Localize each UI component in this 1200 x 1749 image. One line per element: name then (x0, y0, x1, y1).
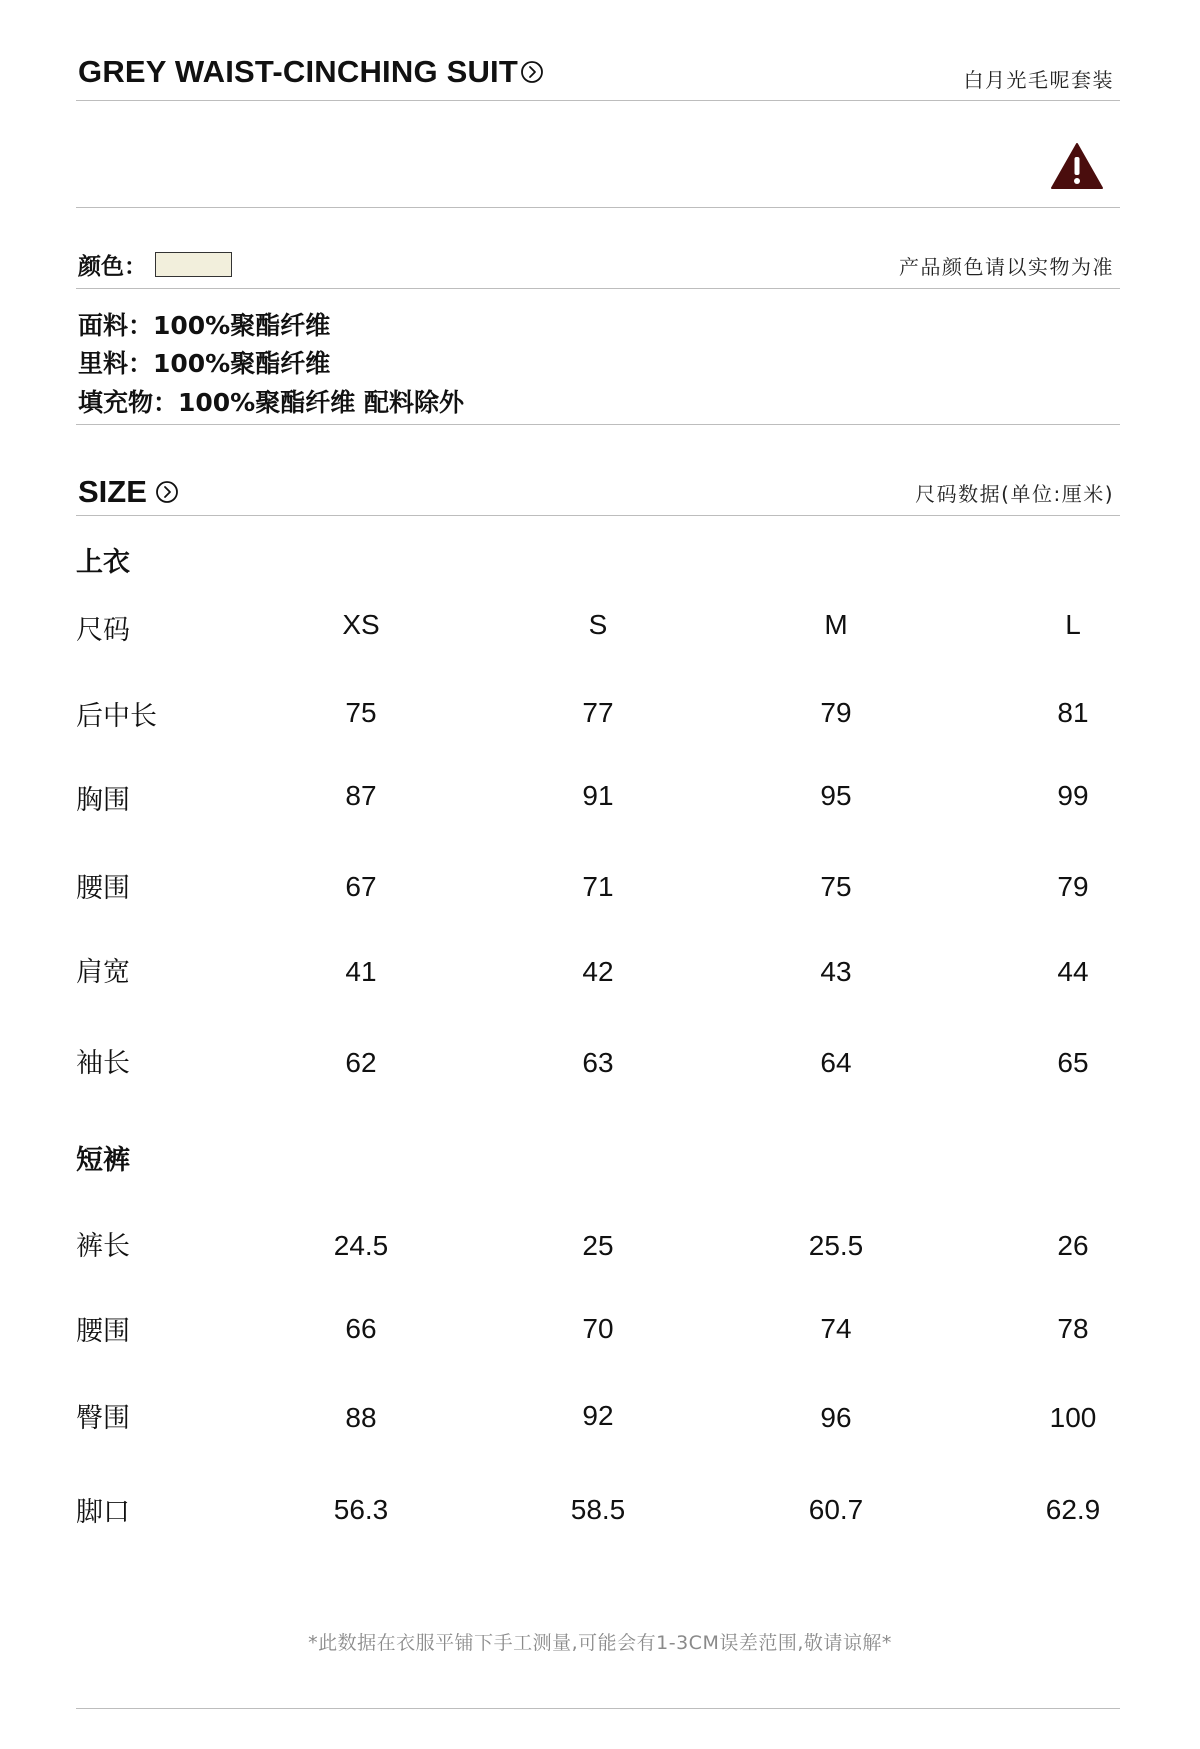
table-cell: 25.5 (808, 1230, 864, 1261)
unit-note: 尺码数据(单位:厘米) (915, 482, 1114, 506)
size-heading-text: SIZE (78, 474, 147, 509)
table-cell: 74 (820, 1313, 852, 1344)
table-cell: 75 (345, 697, 377, 728)
table-cell: 58.5 (570, 1494, 626, 1525)
divider (76, 100, 1120, 101)
table-cell: 66 (345, 1313, 377, 1344)
table-cell: 65 (1057, 1047, 1089, 1078)
divider (76, 207, 1120, 208)
table-cell: 43 (820, 956, 852, 987)
table-cell: 79 (820, 697, 852, 728)
table-row-label: 后中长 (76, 701, 157, 732)
table-row-label: 臀围 (76, 1403, 130, 1434)
table-row-label: 裤长 (76, 1231, 130, 1262)
size-heading (78, 474, 179, 510)
table-cell: 44 (1057, 956, 1089, 987)
table-cell: 67 (345, 871, 377, 902)
table-cell: 56.3 (333, 1494, 389, 1525)
table-cell: 24.5 (333, 1230, 389, 1261)
product-title-cn: 白月光毛呢套装 (963, 68, 1114, 92)
divider (76, 424, 1120, 425)
measurement-disclaimer: *此数据在衣服平铺下手工测量,可能会有1-3CM误差范围,敬请谅解* (308, 1632, 892, 1654)
table-cell: 41 (345, 956, 377, 987)
table-cell: 75 (820, 871, 852, 902)
table-cell: 88 (345, 1402, 377, 1433)
divider (76, 515, 1120, 516)
table-cell: 70 (582, 1313, 614, 1344)
divider (76, 288, 1120, 289)
table-row-label: 腰围 (76, 873, 130, 904)
table-cell: 91 (582, 780, 614, 811)
table-cell: 78 (1057, 1313, 1089, 1344)
table-row-label: 脚口 (76, 1497, 130, 1528)
product-title-text: GREY WAIST-CINCHING SUIT (78, 54, 518, 89)
divider (76, 1708, 1120, 1709)
fabric-filling: 填充物：100%聚酯纤维 配料除外 (78, 388, 464, 417)
table-row-label: 袖长 (76, 1048, 130, 1079)
table-cell: 96 (820, 1402, 852, 1433)
table-row-label: 肩宽 (76, 957, 130, 988)
color-field (78, 248, 232, 281)
size-s-header: S (588, 609, 608, 640)
table-cell: 92 (582, 1400, 614, 1431)
size-m-header: M (824, 609, 848, 640)
table-cell: 77 (582, 697, 614, 728)
table-cell: 79 (1057, 871, 1089, 902)
table-cell: 62.9 (1045, 1494, 1101, 1525)
table-cell: 25 (582, 1230, 614, 1261)
table-cell: 100 (1049, 1402, 1097, 1433)
table-cell: 63 (582, 1047, 614, 1078)
warning-triangle-icon (1050, 142, 1104, 190)
size-xs-header: XS (342, 609, 380, 640)
table-cell: 60.7 (808, 1494, 864, 1525)
table-cell: 71 (582, 871, 614, 902)
table-cell: 42 (582, 956, 614, 987)
color-swatch (155, 252, 232, 277)
table-cell: 64 (820, 1047, 852, 1078)
shorts-section-title: 短裤 (76, 1145, 130, 1176)
chevron-circle-icon (155, 480, 179, 504)
size-l-header: L (1065, 609, 1081, 640)
chevron-circle-icon (520, 60, 544, 84)
table-cell: 81 (1057, 697, 1089, 728)
table-cell: 99 (1057, 780, 1089, 811)
table-cell: 26 (1057, 1230, 1089, 1261)
table-row-label: 腰围 (76, 1316, 130, 1347)
color-label: 颜色： (78, 254, 147, 280)
color-note: 产品颜色请以实物为准 (899, 255, 1114, 279)
size-header-label: 尺码 (76, 615, 130, 646)
table-cell: 62 (345, 1047, 377, 1078)
fabric-shell: 面料：100%聚酯纤维 (78, 311, 331, 340)
top-section-title: 上衣 (76, 547, 130, 578)
product-title (78, 54, 544, 90)
fabric-lining: 里料：100%聚酯纤维 (78, 349, 331, 378)
table-row-label: 胸围 (76, 785, 130, 816)
table-cell: 95 (820, 780, 852, 811)
table-cell: 87 (345, 780, 377, 811)
